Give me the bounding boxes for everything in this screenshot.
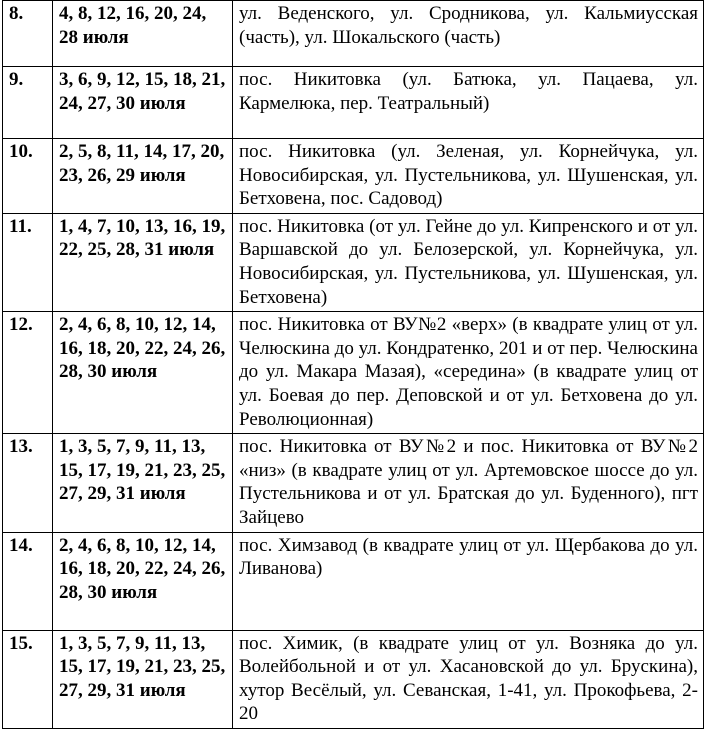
row-number: 15. bbox=[9, 632, 33, 654]
address-text: пос. Химик, (в квадрате улиц от ул. Возняка до ул. Волейбольной и от ул. Хасановской до ул. Брускина), хутор Весёлый, ул. Севанская, 1-41, ул. Прокофьева, 2-20 bbox=[239, 632, 698, 725]
address-text: пос. Химзавод (в квадрате улиц от ул. Щербакова до ул. Ливанова) bbox=[239, 534, 698, 580]
collection-dates: 2, 4, 6, 8, 10, 12, 14, 16, 18, 20, 22, 24, 26, 28, 30 июля bbox=[59, 314, 226, 383]
row-number: 10. bbox=[9, 141, 33, 162]
row-number-cell bbox=[3, 213, 53, 311]
row-number: 12. bbox=[9, 314, 33, 336]
dates-cell bbox=[53, 312, 233, 434]
row-number: 8. bbox=[9, 3, 24, 24]
address-cell bbox=[233, 139, 704, 214]
collection-dates: 2, 4, 6, 8, 10, 12, 14, 16, 18, 20, 22, 24, 26, 28, 30 июля bbox=[59, 534, 226, 603]
address-text: пос. Никитовка от ВУ№2 «верх» (в квадрате улиц от ул. Челюскина до ул. Кондратенко, 201 и от пер. Челюскина до ул. Макара Мазая), «середина» (в квадрате улиц от ул. Боевая до пер. Деповской и от ул. Бетховена до ул. Революционная) bbox=[239, 314, 698, 430]
row-number: 11. bbox=[9, 215, 32, 237]
address-text: ул. Веденского, ул. Сродникова, ул. Кальмиусская (часть), ул. Шокальского (часть) bbox=[239, 3, 698, 48]
dates-cell bbox=[53, 630, 233, 728]
table-row bbox=[3, 532, 704, 630]
address-cell bbox=[233, 312, 704, 434]
address-cell bbox=[233, 213, 704, 311]
schedule-table bbox=[2, 0, 704, 729]
row-number: 9. bbox=[9, 69, 24, 90]
dates-cell bbox=[53, 1, 233, 67]
address-text: пос. Никитовка от ВУ№2 и пос. Никитовка от ВУ№2 «низ» (в квадрате улиц от ул. Артемовское шоссе до ул. Пустельникова и от ул. Братская до ул. Буденного), пгт Зайцево bbox=[239, 436, 698, 528]
row-number: 13. bbox=[9, 436, 33, 458]
dates-cell bbox=[53, 532, 233, 630]
row-number: 14. bbox=[9, 534, 33, 556]
collection-dates: 1, 4, 7, 10, 13, 16, 19, 22, 25, 28, 31 июля bbox=[59, 215, 226, 261]
row-number-cell bbox=[3, 1, 53, 67]
row-number-cell bbox=[3, 312, 53, 434]
address-cell bbox=[233, 630, 704, 728]
row-number-cell bbox=[3, 139, 53, 214]
row-number-cell bbox=[3, 434, 53, 532]
table-row bbox=[3, 434, 704, 532]
row-number-cell bbox=[3, 67, 53, 139]
address-cell bbox=[233, 532, 704, 630]
row-number-cell bbox=[3, 532, 53, 630]
collection-dates: 1, 3, 5, 7, 9, 11, 13, 15, 17, 19, 21, 23, 25, 27, 29, 31 июля bbox=[59, 632, 226, 701]
table-row bbox=[3, 139, 704, 214]
table-row bbox=[3, 1, 704, 67]
table-row bbox=[3, 630, 704, 728]
address-cell bbox=[233, 1, 704, 67]
table-row bbox=[3, 213, 704, 311]
collection-dates: 3, 6, 9, 12, 15, 18, 21, 24, 27, 30 июля bbox=[59, 69, 226, 114]
table-row bbox=[3, 67, 704, 139]
dates-cell bbox=[53, 434, 233, 532]
address-text: пос. Никитовка (от ул. Гейне до ул. Кипренского и от ул. Варшавской до ул. Белозерской, ул. Корнейчука, ул. Новосибирская, ул. Пустельникова, ул. Шушенская, ул. Бетховена) bbox=[239, 215, 698, 308]
collection-dates: 2, 5, 8, 11, 14, 17, 20, 23, 26, 29 июля bbox=[59, 141, 225, 186]
table-row bbox=[3, 312, 704, 434]
row-number-cell bbox=[3, 630, 53, 728]
address-cell bbox=[233, 67, 704, 139]
collection-dates: 4, 8, 12, 16, 20, 24, 28 июля bbox=[59, 3, 207, 48]
dates-cell bbox=[53, 67, 233, 139]
dates-cell bbox=[53, 139, 233, 214]
address-text: пос. Никитовка (ул. Батюка, ул. Пацаева, ул. Кармелюка, пер. Театральный) bbox=[239, 69, 698, 114]
dates-cell bbox=[53, 213, 233, 311]
collection-dates: 1, 3, 5, 7, 9, 11, 13, 15, 17, 19, 21, 23, 25, 27, 29, 31 июля bbox=[59, 436, 226, 505]
address-cell bbox=[233, 434, 704, 532]
address-text: пос. Никитовка (ул. Зеленая, ул. Корнейчука, ул. Новосибирская, ул. Пустельникова, ул. Шушенская, ул. Бетховена, пос. Садовод) bbox=[239, 141, 698, 210]
